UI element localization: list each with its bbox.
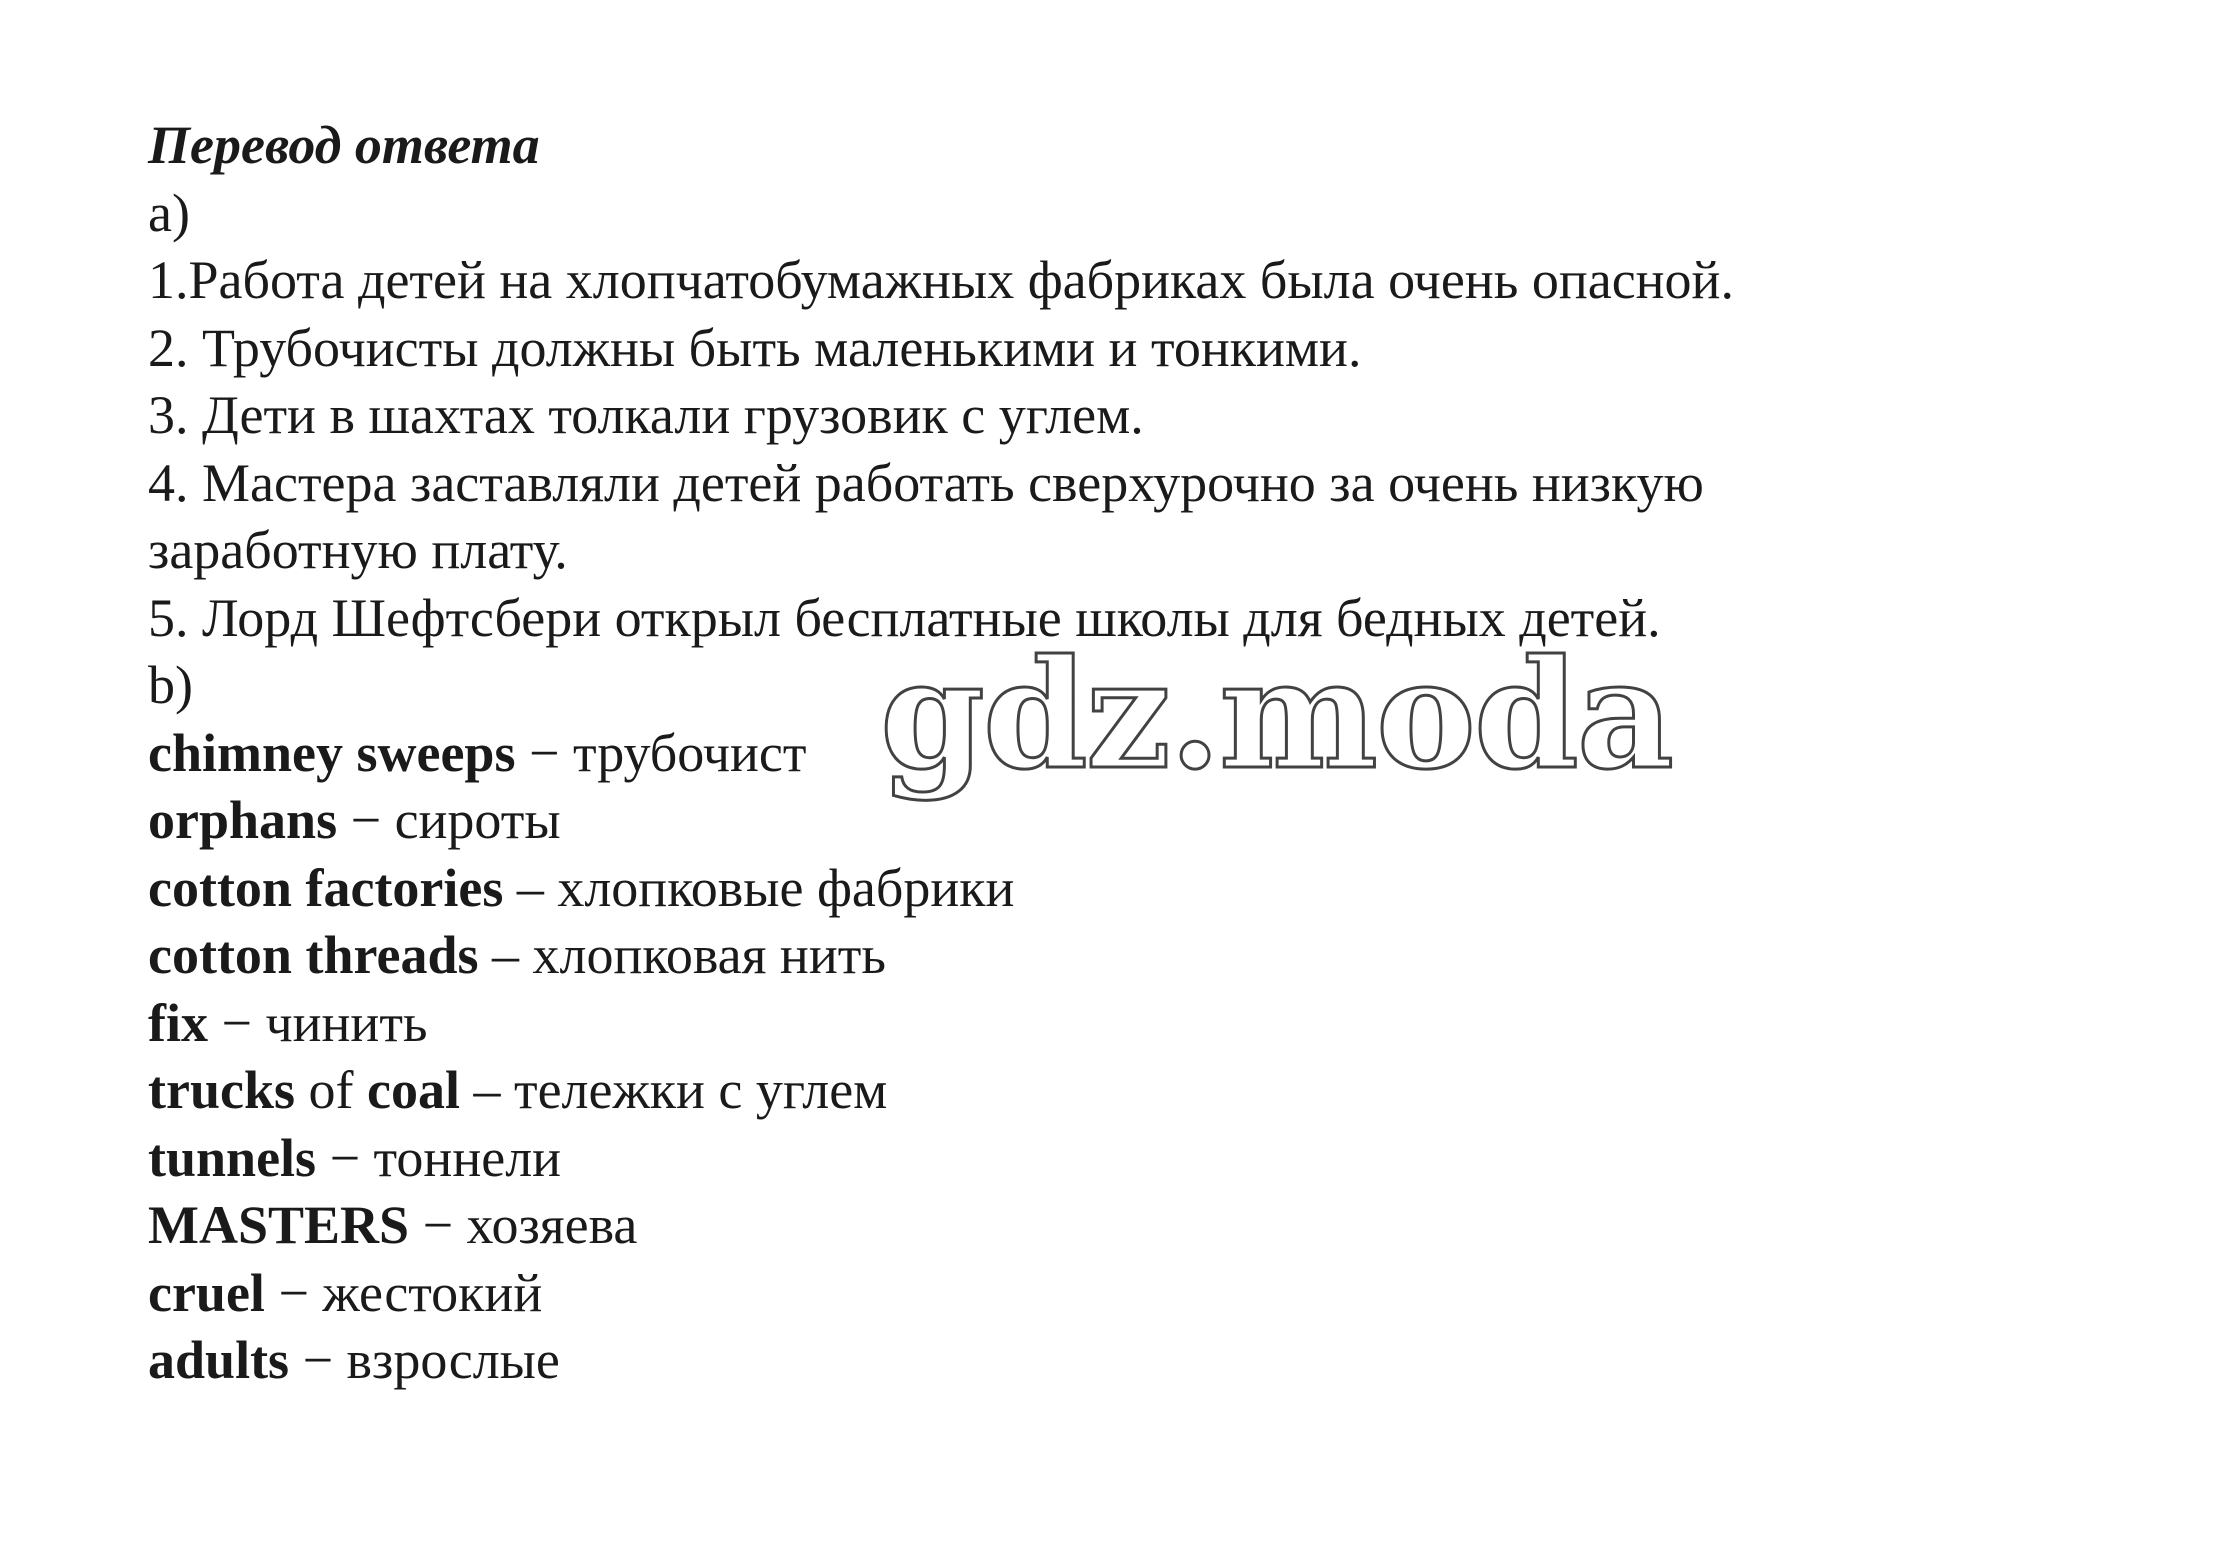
vocab-separator: − — [515, 722, 573, 783]
vocab-translation: жестокий — [322, 1262, 543, 1323]
vocab-term: fix — [148, 992, 208, 1053]
answer-line-5: 5. Лорд Шефтсбери открыл бесплатные школы для бедных детей. — [148, 587, 1661, 648]
vocab-term: tunnels — [148, 1127, 317, 1188]
answer-line-3: 3. Дети в шахтах толкали грузовик с углем. — [148, 385, 1144, 445]
vocab-separator: − — [409, 1195, 467, 1255]
answer-line-4-cont: заработную плату. — [148, 520, 568, 580]
vocab-translation: тоннели — [373, 1127, 562, 1188]
vocab-term: trucks — [148, 1060, 295, 1120]
vocab-term-mid: of — [295, 1060, 367, 1120]
vocab-term: cruel — [148, 1262, 265, 1323]
vocab-term: cotton factories — [148, 857, 504, 918]
section-a-label: a) — [148, 182, 190, 243]
vocab-term: cotton threads — [148, 925, 479, 985]
vocab-translation: хлопковая нить — [532, 925, 886, 985]
vocab-item — [148, 1192, 2128, 1260]
vocab-term: MASTERS — [148, 1195, 410, 1255]
vocab-term: chimney sweeps — [148, 722, 516, 783]
vocab-separator: − — [208, 992, 266, 1053]
section-b-label: b) — [148, 655, 193, 715]
vocab-translation: хозяева — [466, 1195, 638, 1255]
vocab-item — [148, 990, 2128, 1058]
vocab-translation: сироты — [394, 790, 561, 850]
answer-line-4: 4. Мастера заставляли детей работать сверхурочно за очень низкую — [148, 452, 1704, 513]
document-title: Перевод ответа — [148, 115, 540, 175]
vocab-item — [148, 1125, 2128, 1193]
vocab-separator: − — [337, 790, 395, 850]
vocab-term: orphans — [148, 790, 338, 850]
answer-line-2: 2. Трубочисты должны быть маленькими и тонкими. — [148, 317, 1362, 378]
vocab-translation: тележки с углем — [513, 1060, 888, 1120]
vocab-separator: – — [459, 1060, 514, 1120]
watermark-logo: gdz.moda — [880, 627, 1673, 803]
vocab-translation: трубочист — [572, 722, 807, 783]
vocab-separator: − — [289, 1330, 347, 1390]
vocab-translation: хлопковые фабрики — [557, 857, 1015, 918]
vocab-translation: чинить — [265, 992, 428, 1053]
vocab-item — [148, 922, 2128, 990]
vocab-term-2: coal — [366, 1060, 460, 1120]
vocab-translation: взрослые — [346, 1330, 560, 1390]
vocab-item — [148, 1057, 2128, 1125]
vocab-item — [148, 1327, 2128, 1395]
vocab-separator: – — [478, 925, 533, 985]
vocab-separator: – — [503, 857, 558, 918]
vocab-item — [148, 1260, 2128, 1328]
vocab-term: adults — [148, 1330, 290, 1390]
vocab-separator: − — [316, 1127, 374, 1188]
vocab-separator: − — [264, 1262, 323, 1323]
vocab-item — [148, 855, 2128, 923]
answer-line-1: 1.Работа детей на хлопчатобумажных фабриках была очень опасной. — [148, 250, 1734, 310]
